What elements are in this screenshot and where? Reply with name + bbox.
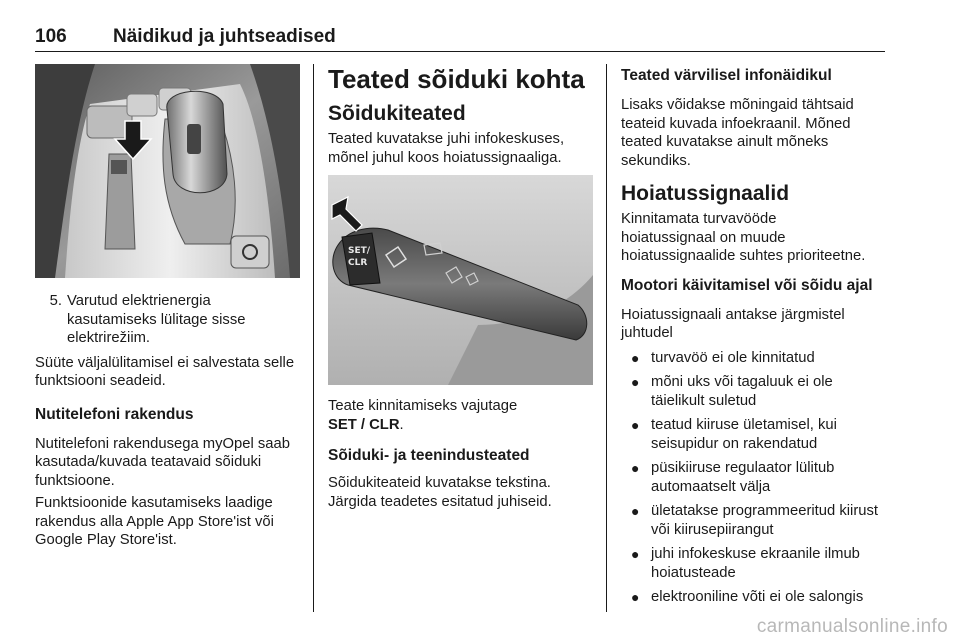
column-2 — [328, 64, 593, 511]
service-paragraph: Sõidukiteateid kuvatakse tekstina. Järgida teadetes esitatud juhiseid. — [328, 475, 552, 510]
confirm-text: Teate kinnitamiseks vajutage — [328, 398, 518, 414]
column-3 — [621, 64, 889, 613]
watermark-link[interactable]: carmanualsonline.info — [756, 616, 948, 637]
page-number: 106 — [35, 26, 67, 47]
bullet-dot-icon: ● — [631, 417, 640, 433]
color-display-paragraph: Lisaks võidakse mõningaid tähtsaid teateid kuvada infoekraanil. Mõned teated kuvatakse ainult mõneks sekundiks. — [621, 97, 854, 169]
subheading-warning-chimes: Hoiatussignaalid — [621, 182, 790, 205]
bullet-dot-icon: ● — [631, 374, 640, 390]
list-item: ● mõni uks või tagaluuk ei ole täielikult suletud — [621, 373, 889, 410]
list-item: ● turvavöö ei ole kinnitatud — [621, 349, 889, 368]
list-item: ● teatud kiiruse ületamisel, kui seisupidur on rakendatud — [621, 416, 889, 453]
intro-paragraph: Teated kuvatakse juhi infokeskuses, mõnel juhul koos hoiatussignaaliga. — [328, 131, 565, 166]
stalk-photo — [328, 175, 593, 385]
app-paragraph-1: Nutitelefoni rakendusega myOpel saab kasutada/kuvada teatavaid sõiduki funktsioone. — [35, 435, 290, 489]
warning-line-1: Kinnitamata turvavööde — [621, 211, 777, 227]
list-item: ● püsikiiruse regulaator lülitub automaatselt välja — [621, 459, 889, 496]
subheading-engine-start: Mootori käivitamisel või sõidu ajal — [621, 276, 873, 294]
warning-bullet-list — [621, 349, 889, 607]
confirm-paragraph — [328, 397, 593, 434]
engine-intro: Hoiatussignaali antakse järgmistel juhtudel — [621, 306, 845, 341]
column-divider-2 — [606, 64, 607, 612]
bullet-dot-icon: ● — [631, 546, 640, 562]
bullet-dot-icon: ● — [631, 460, 640, 476]
subheading-service-messages: Sõiduki- ja teenindusteated — [328, 447, 530, 464]
app-paragraph-2: Funktsioonide kasutamiseks laadige rakendus alla Apple App Store'ist või Google Play Store'ist. — [35, 495, 274, 548]
stalk-set-label: SET/ — [348, 246, 371, 256]
list-item: ● juhi infokeskuse ekraanile ilmub hoiatusteade — [621, 545, 889, 582]
numbered-item-5 — [35, 292, 300, 348]
subheading-vehicle-messages: Sõidukiteated — [328, 102, 466, 125]
warning-paragraph — [621, 210, 889, 266]
console-photo — [35, 64, 300, 278]
warning-line-3: hoiatussignaalide suhtes prioriteetne. — [621, 248, 866, 264]
bullet-dot-icon: ● — [631, 349, 640, 366]
bullet-dot-icon: ● — [631, 503, 640, 519]
confirm-end: . — [399, 416, 404, 433]
header-rule — [35, 51, 885, 52]
list-item: ● ületatakse programmeeritud kiirust või kiirusepiirangut — [621, 502, 889, 539]
item-text: Varutud elektrienergia kasutamiseks lülitage sisse elektrirežiim. — [67, 293, 246, 346]
note-paragraph: Süüte väljalülitamisel ei salvestata selle funktsiooni seadeid. — [35, 354, 295, 389]
warning-line-2: hoiatussignaal on muude — [621, 229, 786, 246]
bullet-dot-icon: ● — [631, 589, 640, 605]
section-heading-smartphone-app: Nutitelefoni rakendus — [35, 405, 194, 423]
column-divider-1 — [313, 64, 314, 612]
set-clr-button-ref: SET / CLR — [328, 416, 400, 433]
item-number: 5. — [49, 293, 62, 309]
running-title: Näidikud ja juhtseadised — [113, 26, 336, 47]
main-heading: Teated sõiduki kohta — [328, 64, 585, 94]
page-header — [35, 24, 885, 52]
subheading-color-display: Teated värvilisel infonäidikul — [621, 67, 832, 84]
column-1 — [35, 64, 300, 550]
stalk-clr-label: CLR — [348, 258, 368, 268]
list-item: ● elektrooniline võti ei ole salongis — [621, 588, 889, 607]
